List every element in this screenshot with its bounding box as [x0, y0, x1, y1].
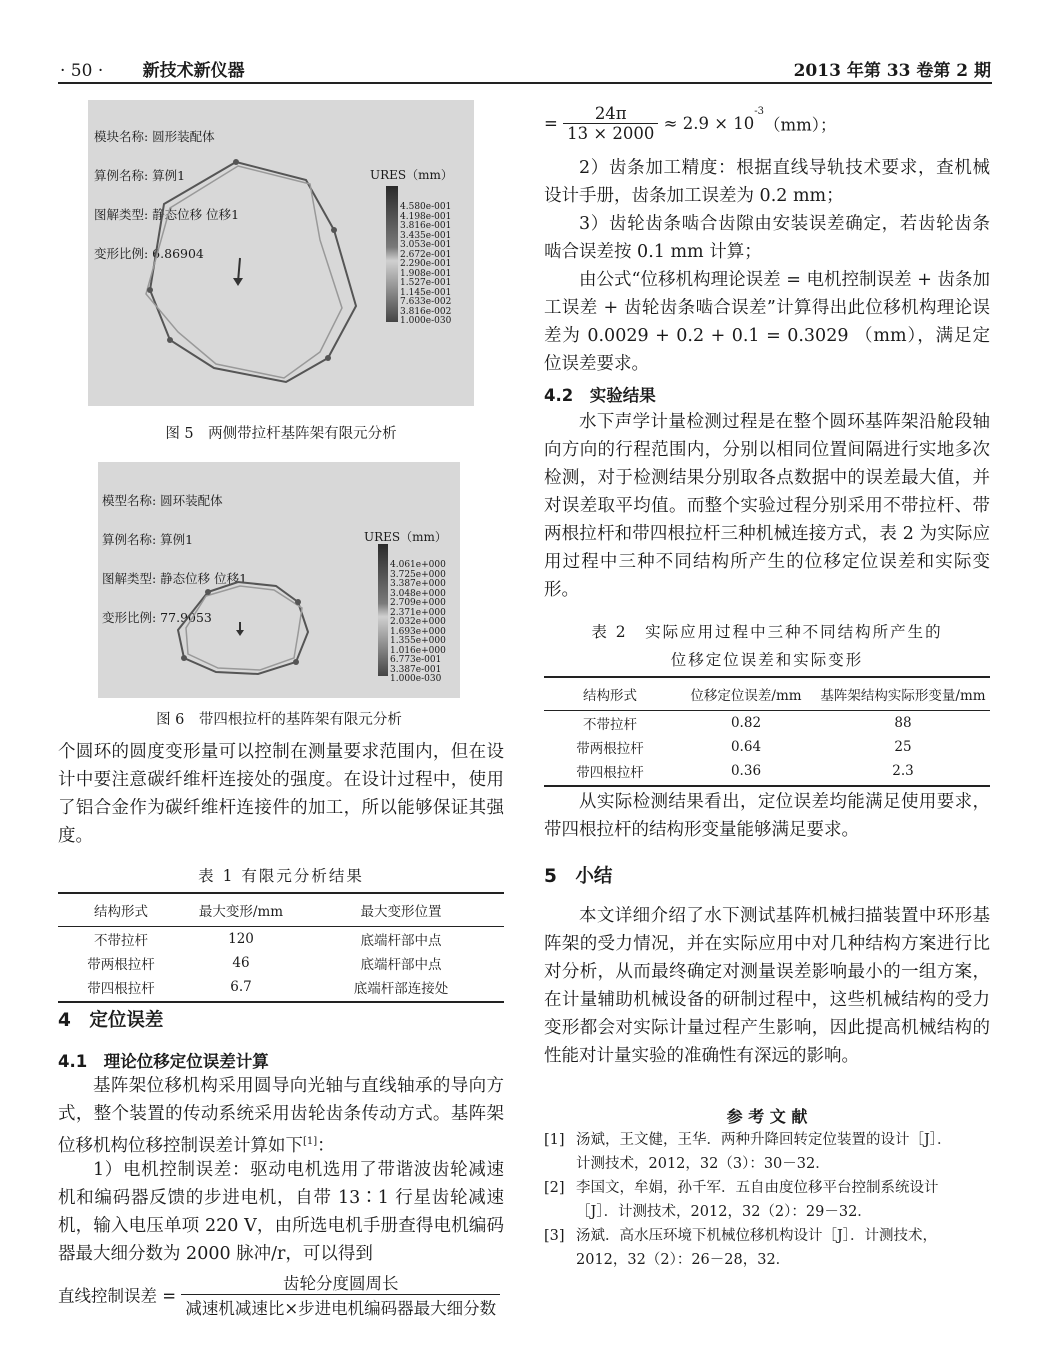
- table-row: 不带拉杆 0.82 88: [583, 715, 912, 733]
- table-1-caption: 表 1 有限元分析结果: [198, 867, 364, 885]
- right-paragraph-mesh: 3）齿轮齿条啮合齿隙由安装误差确定，若齿轮齿条啮合误差按 0.1 mm 计算；: [544, 214, 990, 262]
- figure-5-caption: 图 5 两侧带拉杆基阵架有限元分析: [165, 426, 397, 442]
- right-paragraph-result: 从实际检测结果看出，定位误差均能满足使用要求，带四根拉杆的结构形变量能够满足要求。: [544, 792, 990, 840]
- figure-6-ring-drawing: [98, 462, 460, 698]
- table-2-caption-line-1: 表 2 实际应用过程中三种不同结构所产生的: [591, 623, 943, 641]
- right-paragraph-summary: 本文详细介绍了水下测试基阵机械扫描装置中环形基阵架的受力情况，并在实际应用中对几种结构方案进行比对分析，从而最终确定对测量误差影响最小的一组方案，在计量辅助机械设备的研制过程中，这些机械结构的受力变形都会对实际计量过程产生影响，因此提高机械结构的性能对计量实验的准确性有深远的影响。: [544, 906, 990, 1066]
- section-5-heading: 5 小结: [544, 866, 613, 887]
- figure-5-image: [88, 100, 474, 406]
- figure-6-info: 模型名称: 圆环装配体 算例名称: 算例1 图解类型: 静态位移 位移1 变形比例: 77.9053: [102, 493, 248, 625]
- formula-line-control-error: 直线控制误差 = $\frac{\text{齿轮分度圆周长}}{\text{减速机减速比×步进电机编码器最大细分数}}$: [58, 1270, 500, 1319]
- table-1-header: 结构形式: [58, 893, 184, 927]
- section-4-heading: 4 定位误差: [58, 1010, 164, 1031]
- figure-6-legend-values: 4.061e+000 3.725e+000 3.387e+000 3.048e+000 2.709e+000 2.371e+000 2.032e+000 1.693e+000 1.355e+000 1.016e+000 6.773e-001 3.387e-001 1.000e-030: [390, 560, 446, 684]
- figure-5-legend-values: 4.580e-001 4.198e-001 3.816e-001 3.435e-001 3.053e-001 2.672e-001 2.290e-001 1.908e-001 1.527e-001 1.145e-001 7.633e-002 3.816e-002 1.000e-030: [400, 202, 452, 326]
- header-rule: [58, 82, 992, 84]
- references-heading: 参 考 文 献: [726, 1107, 808, 1126]
- table-2-header: 基阵架结构实际形变量/mm: [816, 677, 990, 711]
- right-paragraph-total: 由公式“位移机构理论误差 = 电机控制误差 + 齿条加工误差 + 齿轮齿条啮合误差”计算得出此位移机构理论误差为 0.0029 + 0.2 + 0.1 = 0.3029 （mm），满足定位误差要求。: [544, 270, 990, 374]
- citation-1: [1]: [303, 1136, 318, 1147]
- right-paragraph-experiment: 水下声学计量检测过程是在整个圆环基阵架沿舱段轴向方向的行程范围内，分别以相同位置间隔进行实地多次检测，对于检测结果分别取各点数据中的误差最大值，并对误差取平均值。而整个实验过程分别采用不带拉杆、带两根拉杆和带四根拉杆三种机械连接方式，表 2 为实际应用过程中三种不同结构所产生的位移定位误差和实际变形。: [544, 412, 990, 600]
- figure-5-ring-drawing: [88, 100, 474, 406]
- references-list: [544, 1128, 994, 1272]
- table-row: 带两根拉杆 46 底端杆部中点: [87, 955, 442, 973]
- issue-info: 2013 年第 33 卷第 2 期: [793, 61, 991, 81]
- table-row: 带四根拉杆 0.36 2.3: [544, 759, 990, 786]
- figure-5-legend-title: URES（mm）: [370, 168, 453, 182]
- equation-result: = $\frac{24\pi}{13 \times 2000}$ ≈ $2.9 \times 10^{-3}(mm)$；: [544, 104, 837, 143]
- right-paragraph-gear: 2）齿条加工精度：根据直线导轨技术要求，查机械设计手册，齿条加工误差为 0.2 mm；: [544, 158, 990, 206]
- figure-6-legend-title: URES（mm）: [364, 530, 447, 544]
- table-2-caption-line-2: 位移定位误差和实际变形: [670, 651, 864, 669]
- journal-section: 新技术新仪器: [142, 61, 245, 81]
- table-row: 不带拉杆 120 底端杆部中点: [94, 931, 442, 949]
- left-paragraph-2: 基阵架位移机构采用圆导向光轴与直线轴承的导向方式，整个装置的传动系统采用齿轮齿条传动方式。基阵架位移机构位移控制误差计算如下[1]：: [58, 1076, 504, 1156]
- section-4-2-heading: 4.2 实验结果: [544, 386, 656, 405]
- formula-denominator: 减速机减速比×步进电机编码器最大细分数: [185, 1299, 497, 1318]
- reference-item: [1] 汤斌，王文健，王华．两种升降回转定位装置的设计［J］． 计测技术，2012，32（3）：30－32．: [544, 1132, 952, 1172]
- figure-5-info: 模块名称: 圆形装配体 算例名称: 算例1 图解类型: 静态位移 位移1 变形比例: 6.86904: [94, 129, 240, 261]
- left-paragraph-1: 个圆环的圆度变形量可以控制在测量要求范围内，但在设计中要注意碳纤维杆连接处的强度。在设计过程中，使用了铝合金作为碳纤维杆连接件的加工，所以能够保证其强度。: [58, 742, 504, 846]
- table-2-header: 位移定位误差/mm: [676, 677, 816, 711]
- table-row: 带四根拉杆 6.7 底端杆部连接处: [58, 975, 504, 1002]
- reference-item: [2] 李国文，牟娟，孙千军．五自由度位移平台控制系统设计 ［J］．计测技术，2012，32（2）：29－32．: [544, 1180, 939, 1220]
- table-1: [58, 892, 504, 1003]
- table-2: [544, 676, 990, 787]
- table-row: 带两根拉杆 0.64 25: [576, 739, 912, 757]
- reference-item: [3] 汤斌．高水压环境下机械位移机构设计［J］．计测技术， 2012，32（2）：26－28，32．: [544, 1228, 938, 1268]
- left-paragraph-3: 1）电机控制误差：驱动电机选用了带谐波齿轮减速机和编码器反馈的步进电机，自带 13∶1 行星齿轮减速机，输入电压单项 220 V，由所选电机手册查得电机编码器最大细分数为 2000 脉冲/r，可以得到: [58, 1160, 504, 1264]
- formula-numerator: 齿轮分度圆周长: [181, 1270, 500, 1295]
- table-1-header: 最大变形/mm: [184, 893, 298, 927]
- table-1-header: 最大变形位置: [298, 893, 504, 927]
- table-2-header: 结构形式: [544, 677, 676, 711]
- page-number: · 50 ·: [60, 61, 104, 81]
- section-4-1-heading: 4.1 理论位移定位误差计算: [58, 1052, 269, 1071]
- page-header-left: [60, 56, 245, 81]
- figure-6-caption: 图 6 带四根拉杆的基阵架有限元分析: [156, 712, 402, 728]
- figure-6-image: [98, 462, 460, 698]
